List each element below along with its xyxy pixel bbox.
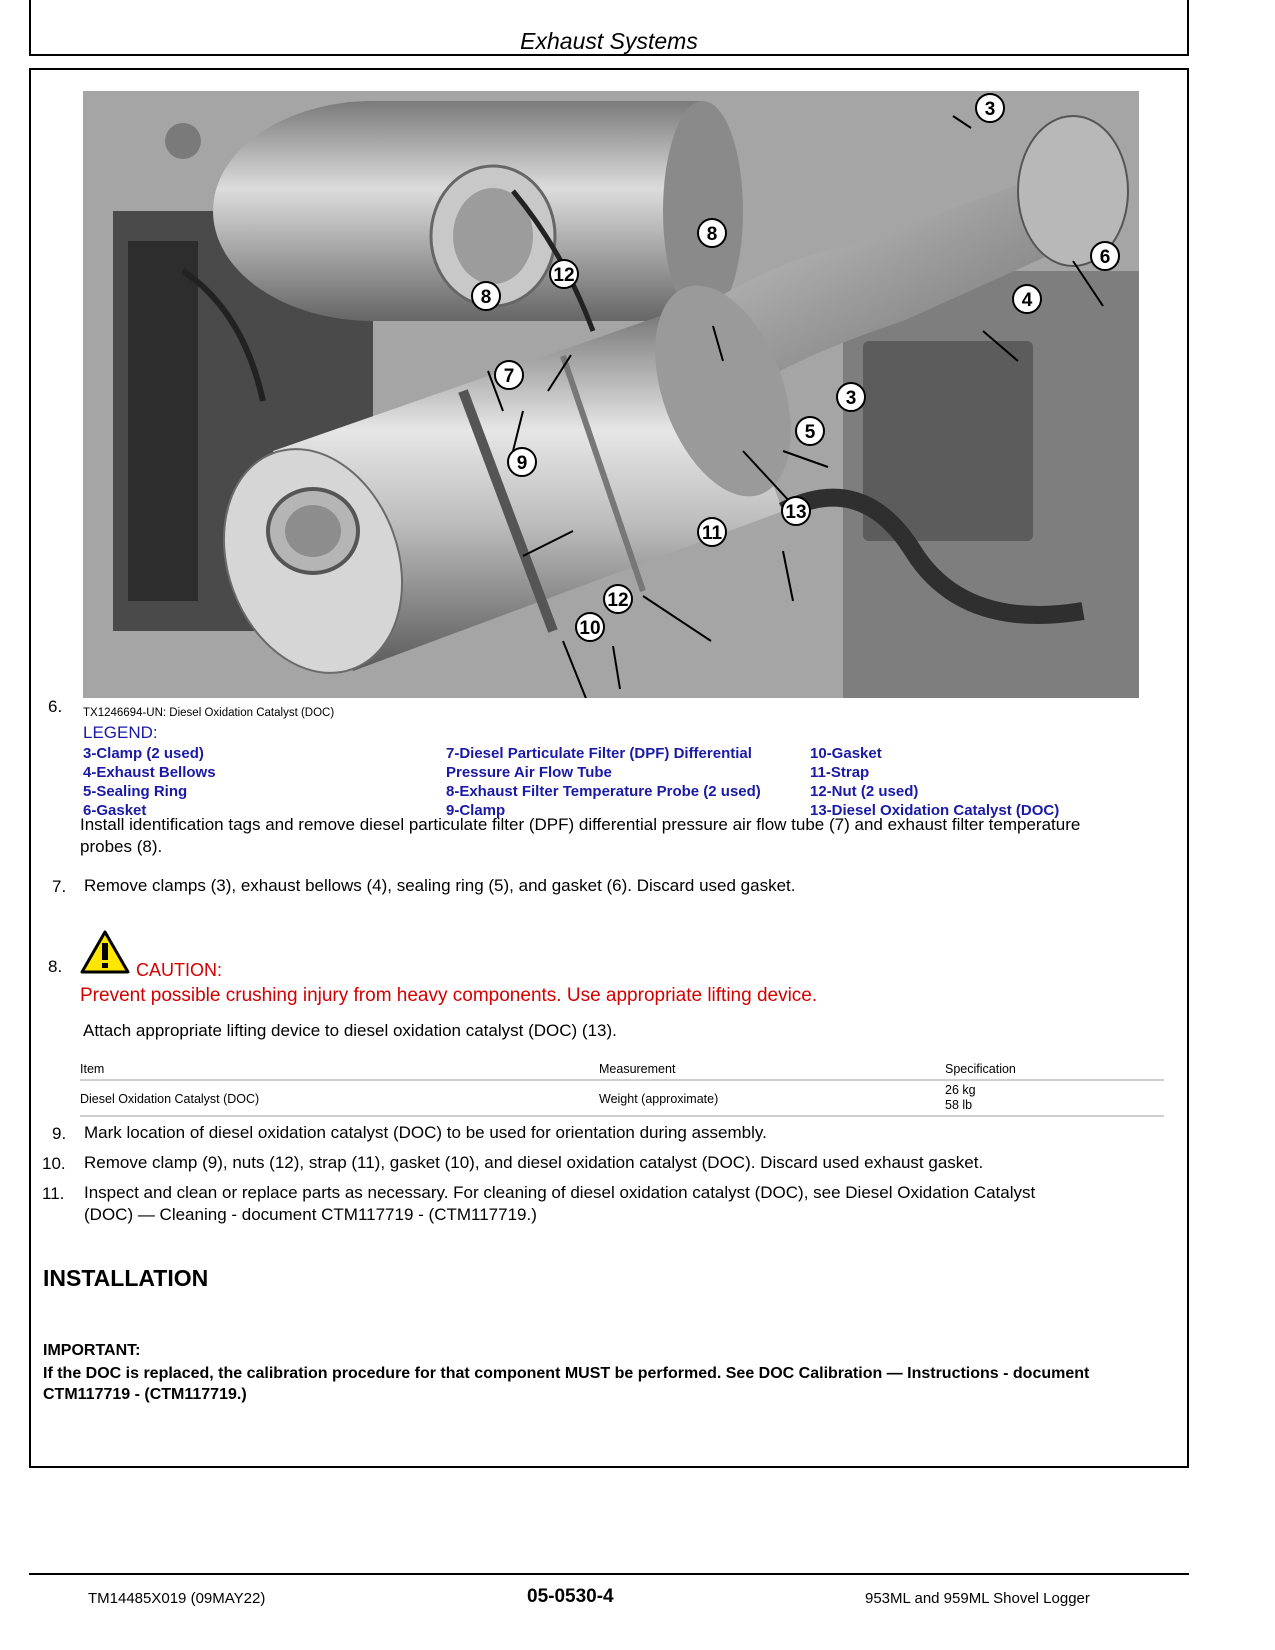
step-6-text [80,814,1080,858]
svg-text:8: 8 [706,224,718,245]
caution-label: CAUTION: [136,960,223,980]
legend-column-3 [810,744,1059,820]
doc-illustration [83,91,1139,698]
table-cell-item: Diesel Oxidation Catalyst (DOC) [80,1092,260,1106]
footer-divider [29,1573,1189,1575]
step-9-text: Mark location of diesel oxidation catalyst (DOC) to be used for orientation during assembly. [84,1123,767,1142]
step-11-text [84,1182,1035,1226]
legend-item: Pressure Air Flow Tube [446,764,612,781]
svg-text:9: 9 [516,453,528,474]
page-header [29,0,1189,56]
callout-9 [508,448,536,476]
table-header-row [80,1059,1164,1081]
legend-item: 11-Strap [810,764,870,781]
callout-10 [576,613,604,641]
step-number: 11. [42,1184,65,1203]
callout-7 [495,361,523,389]
legend-item: 5-Sealing Ring [83,783,188,800]
svg-text:6: 6 [1099,247,1111,268]
legend-item: 8-Exhaust Filter Temperature Probe (2 used) [446,783,761,800]
svg-text:10: 10 [579,618,601,639]
svg-text:12: 12 [607,590,629,611]
svg-text:13: 13 [785,502,807,523]
footer-page-number: 05-0530-4 [527,1586,614,1607]
svg-text:12: 12 [553,265,575,286]
table-cell-spec-imperial: 58 lb [945,1098,973,1112]
callout-5 [796,417,824,445]
section-heading: INSTALLATION [43,1265,209,1291]
important-label: IMPORTANT: [43,1342,141,1359]
callout-4 [1013,285,1041,313]
legend-item: 9-Clamp [446,802,506,819]
step-11-line-1: Inspect and clean or replace parts as necessary. For cleaning of diesel oxidation catalyst (DOC), see Diesel Oxidation Catalyst [84,1183,1036,1202]
step-6-line-1: Install identification tags and remove diesel particulate filter (DPF) differential pressure air flow tube (7) and exhaust filter temperature [80,815,1081,834]
footer-machine-model: 953ML and 959ML Shovel Logger [865,1590,1090,1607]
step-number: 10. [42,1154,66,1173]
legend-item: 10-Gasket [810,745,882,762]
important-text: If the DOC is replaced, the calibration procedure for that component MUST be performed. See DOC Calibration — Instructions - document CTM117719 - (CTM117719.) [43,1365,1090,1403]
table-cell-measurement: Weight (approximate) [599,1092,719,1106]
warning-triangle-icon [80,930,130,974]
step-6-line-2: probes (8). [80,837,163,856]
step-number: 8. [48,957,63,976]
table-header-specification: Specification [945,1062,1016,1076]
legend-title: LEGEND: [83,723,158,742]
step-number: 6. [48,697,63,716]
svg-text:3: 3 [845,388,857,409]
svg-text:5: 5 [804,422,816,443]
specification-table [80,1059,1164,1117]
callout-8-right [698,219,726,247]
step-8-text: Attach appropriate lifting device to diesel oxidation catalyst (DOC) (13). [83,1021,617,1040]
svg-text:7: 7 [503,366,515,387]
caution-text: Prevent possible crushing injury from heavy components. Use appropriate lifting device. [80,985,818,1006]
page-header-title: Exhaust Systems [520,28,698,54]
callout-3-top [976,94,1004,122]
callout-12-bottom [604,585,632,613]
svg-text:11: 11 [701,523,723,544]
legend-item: 13-Diesel Oxidation Catalyst (DOC) [810,802,1060,819]
callout-6 [1091,242,1119,270]
step-10-text: Remove clamp (9), nuts (12), strap (11), gasket (10), and diesel oxidation catalyst (DOC). Discard used exhaust gasket. [84,1153,984,1172]
step-11-line-2: (DOC) — Cleaning - document CTM117719 - (CTM117719.) [84,1205,537,1224]
legend-item: 3-Clamp (2 used) [83,745,204,762]
step-number: 9. [52,1124,67,1143]
callout-8-left [472,282,500,310]
legend-item: 7-Diesel Particulate Filter (DPF) Differential [446,745,752,762]
legend-item: 6-Gasket [83,802,147,819]
callout-13 [782,497,810,525]
legend-item: 4-Exhaust Bellows [83,764,216,781]
legend-column-1 [83,744,216,820]
step-7-text: Remove clamps (3), exhaust bellows (4), sealing ring (5), and gasket (6). Discard used gasket. [84,876,796,895]
callout-11 [698,518,726,546]
callout-3-lower [837,383,865,411]
svg-text:8: 8 [480,287,492,308]
figure-caption: TX1246694-UN: Diesel Oxidation Catalyst (DOC) [83,707,335,719]
callout-12-top [550,260,578,288]
table-row [80,1081,1164,1117]
table-cell-spec-metric: 26 kg [945,1083,976,1097]
step-number: 7. [52,877,67,896]
svg-text:4: 4 [1021,290,1033,311]
table-header-item: Item [80,1062,105,1076]
legend-item: 12-Nut (2 used) [810,783,919,800]
table-header-measurement: Measurement [599,1062,676,1076]
illustration-graphic [83,91,1139,698]
legend-column-2 [446,744,761,820]
footer-document-id: TM14485X019 (09MAY22) [88,1590,266,1607]
svg-text:3: 3 [984,99,996,120]
